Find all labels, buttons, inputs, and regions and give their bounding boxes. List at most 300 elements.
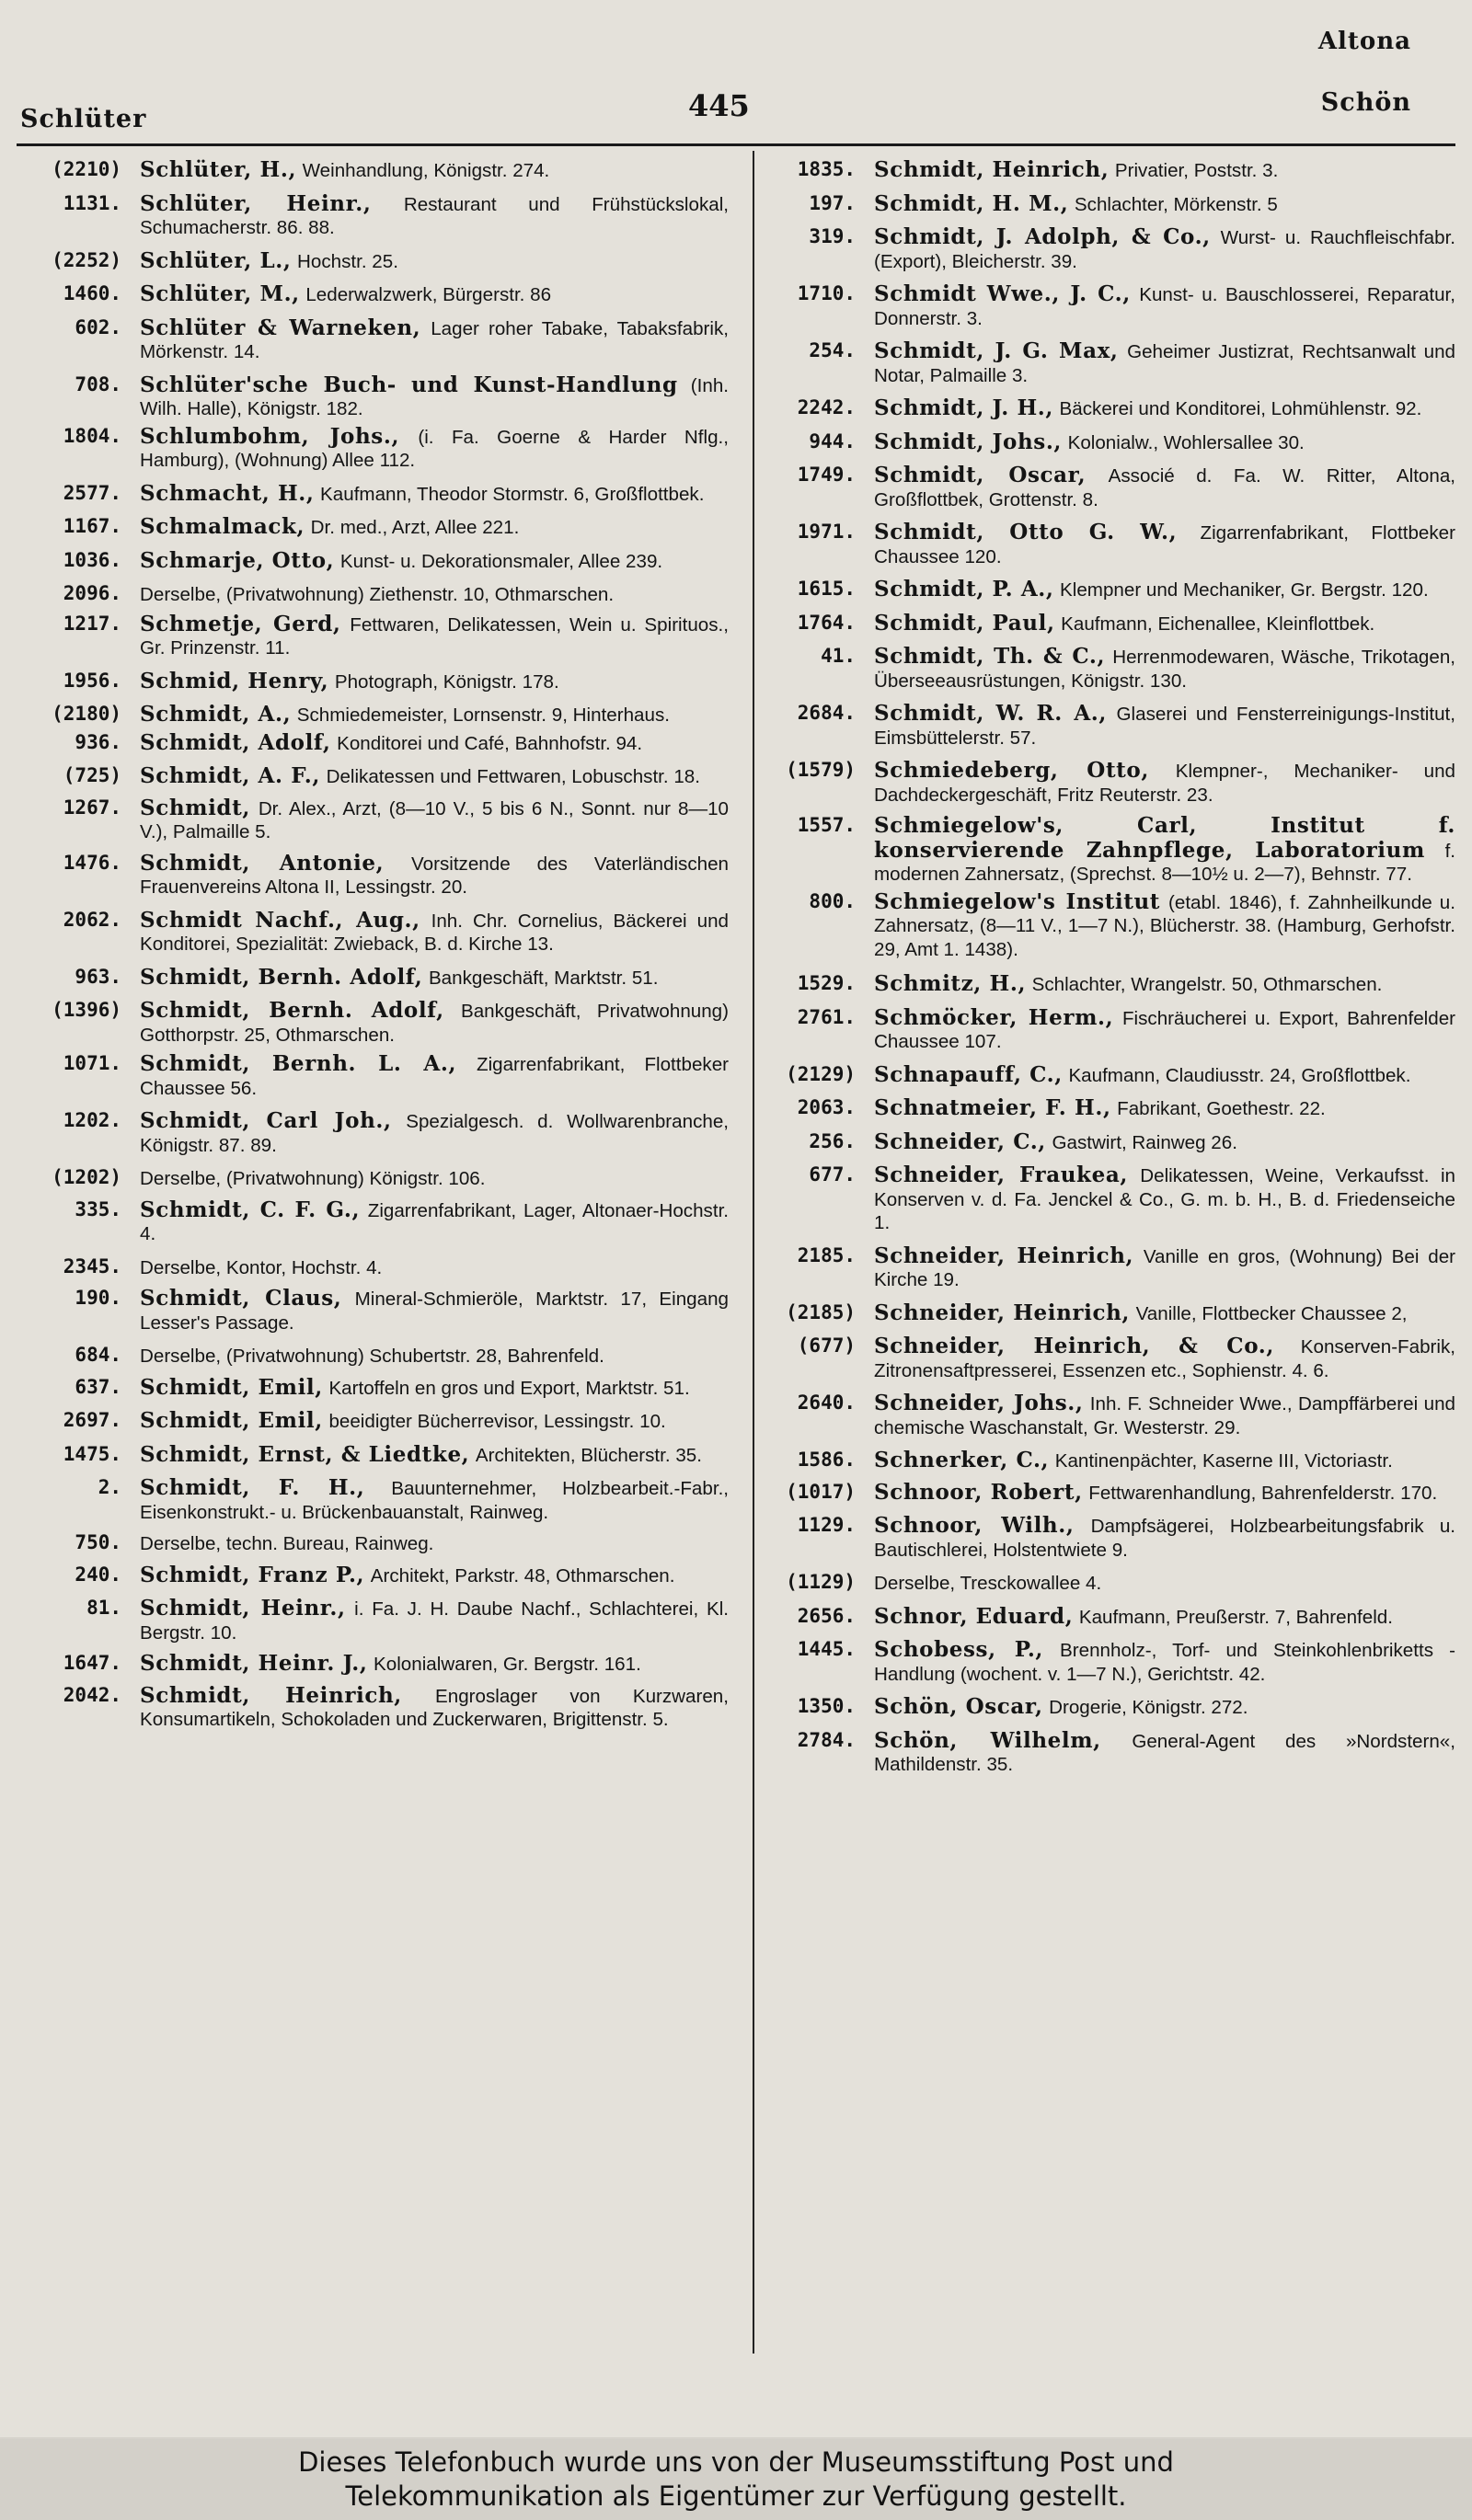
entry-text — [874, 1244, 1455, 1292]
entry-text — [140, 158, 729, 183]
entry-text — [140, 482, 729, 507]
directory-entry — [747, 612, 1455, 636]
subscriber-details: Lederwalzwerk, Bürgerstr. 86 — [305, 284, 552, 305]
directory-entry — [747, 1130, 1455, 1155]
entry-text — [140, 1531, 729, 1556]
phone-number: 1956. — [63, 669, 121, 692]
entry-text — [140, 909, 729, 956]
phone-number: 2697. — [63, 1409, 121, 1431]
directory-entry — [13, 1597, 729, 1644]
subscriber-name: Schmidt, Heinrich, — [874, 157, 1110, 182]
phone-number: 2. — [98, 1476, 121, 1498]
directory-entry — [747, 972, 1455, 997]
directory-entry — [747, 521, 1455, 568]
directory-entry — [13, 373, 729, 421]
subscriber-name: Schmidt, Claus, — [140, 1286, 342, 1311]
directory-entry — [13, 249, 729, 274]
directory-entry — [747, 1244, 1455, 1292]
subscriber-details: Dr. med., Arzt, Allee 221. — [310, 517, 520, 538]
subscriber-name: Schmidt, J. G. Max, — [874, 338, 1119, 363]
left-running-head: Schlüter — [20, 105, 147, 133]
directory-entry — [13, 1652, 729, 1677]
directory-entry — [13, 999, 729, 1047]
directory-entry — [747, 1301, 1455, 1326]
entry-text — [140, 249, 729, 274]
directory-entry — [747, 1163, 1455, 1235]
entry-text — [874, 1301, 1455, 1326]
subscriber-details: Delikatessen, Weine, Verkaufsst. in Konserven v. d. Fa. Jenckel & Co., G. m. b. H., B. d. Friedenseiche 1. — [874, 1165, 1456, 1233]
phone-number: 1615. — [797, 578, 856, 600]
entry-text — [874, 1449, 1455, 1473]
entry-text — [140, 1684, 729, 1732]
entry-text — [874, 890, 1455, 962]
subscriber-details: Zigarrenfabrikant, Flottbeker Chaussee 56. — [140, 1054, 730, 1099]
subscriber-details: Mineral-Schmieröle, Marktstr. 17, Eingang Lesser's Passage. — [140, 1289, 729, 1334]
directory-entry — [13, 1344, 729, 1369]
subscriber-details: Brennholz-, Torf- und Steinkohlenbriketts - Handlung (wochent. v. 1—7 N.), Gerichtstr. 42. — [874, 1640, 1456, 1685]
phone-number: 602. — [75, 315, 121, 338]
phone-number: (2129) — [786, 1062, 856, 1085]
phone-number: (1202) — [52, 1166, 121, 1188]
phone-number: 1476. — [63, 851, 121, 874]
directory-entry — [13, 1684, 729, 1732]
entry-text — [140, 1166, 729, 1191]
directory-entry — [13, 1409, 729, 1434]
entry-text — [874, 1163, 1455, 1235]
phone-number: 2656. — [797, 1604, 856, 1627]
phone-number: 1445. — [797, 1638, 856, 1660]
directory-entry — [747, 814, 1455, 887]
directory-entry — [747, 225, 1455, 273]
phone-number: 256. — [809, 1129, 856, 1152]
directory-entry — [747, 1063, 1455, 1088]
directory-entry — [13, 1109, 729, 1157]
directory-entry — [13, 966, 729, 991]
subscriber-name: Schmidt, — [140, 795, 250, 820]
left-column — [13, 158, 729, 1732]
phone-number: 2345. — [63, 1254, 121, 1277]
subscriber-name: Schmarje, Otto, — [140, 547, 335, 573]
subscriber-details: Kunst- u. Bauschlosserei, Reparatur, Donnerstr. 3. — [874, 284, 1455, 329]
phone-number: 240. — [75, 1563, 121, 1586]
subscriber-details: Fischräucherei u. Export, Bahrenfelder Chaussee 107. — [874, 1007, 1456, 1052]
subscriber-name: Schmidt Wwe., J. C., — [874, 281, 1131, 306]
phone-number: (2210) — [52, 158, 121, 180]
phone-number: (2185) — [786, 1300, 856, 1323]
entry-text — [140, 1652, 729, 1677]
subscriber-name: Schlumbohm, Johs., — [140, 423, 400, 449]
directory-entry — [13, 703, 729, 727]
phone-number: 1529. — [797, 972, 856, 994]
subscriber-details: Inh. F. Schneider Wwe., Dampffärberei und chemische Waschanstalt, Gr. Westerstr. 29. — [874, 1393, 1455, 1438]
subscriber-details: Fettwaren, Delikatessen, Wein u. Spirituos., Gr. Prinzenstr. 11. — [140, 613, 729, 659]
right-column — [747, 158, 1455, 1777]
subscriber-name: Schneider, C., — [874, 1128, 1046, 1154]
subscriber-name: Schobess, P., — [874, 1637, 1044, 1662]
phone-number: (677) — [797, 1334, 856, 1357]
subscriber-details: Vanille, Flottbecker Chaussee 2, — [1135, 1302, 1408, 1324]
subscriber-name: Schnor, Eduard, — [874, 1603, 1074, 1629]
subscriber-details: Dampfsägerei, Holzbearbeitungsfabrik u. Bautischlerei, Holstentwiete 9. — [874, 1516, 1455, 1561]
phone-number: 1129. — [797, 1514, 856, 1536]
entry-text — [140, 515, 729, 540]
phone-number: 800. — [809, 889, 856, 912]
subscriber-details: Gastwirt, Rainweg 26. — [1052, 1131, 1237, 1153]
subscriber-details: Engroslager von Kurzwaren, Konsumartikeln, Schokoladen und Zuckerwaren, Brigittenstr. 5. — [140, 1685, 729, 1730]
entry-text — [874, 1063, 1455, 1088]
subscriber-details: Bankgeschäft, Privatwohnung) Gotthorpstr. 25, Othmarschen. — [140, 1001, 729, 1046]
subscriber-name: Schnoor, Robert, — [874, 1479, 1083, 1505]
phone-number: 335. — [75, 1197, 121, 1220]
subscriber-name: Schmidt, Ernst, & Liedtke, — [140, 1441, 470, 1467]
entry-text — [874, 1096, 1455, 1121]
phone-number: 2096. — [63, 582, 121, 604]
entry-text — [140, 1564, 729, 1588]
directory-entry — [13, 192, 729, 240]
phone-number: 944. — [809, 430, 856, 452]
directory-entry — [13, 1287, 729, 1334]
directory-entry — [13, 158, 729, 183]
subscriber-details: Derselbe, (Privatwohnung) Schubertstr. 28, Bahrenfeld. — [140, 1346, 604, 1367]
entry-text — [874, 158, 1455, 183]
phone-number: 2761. — [797, 1005, 856, 1028]
subscriber-name: Schmidt, Heinr., — [140, 1596, 346, 1621]
directory-entry — [13, 764, 729, 789]
subscriber-name: Schmidt, F. H., — [140, 1475, 365, 1500]
subscriber-name: Schmidt, A. F., — [140, 763, 321, 788]
subscriber-details: Zigarrenfabrikant, Lager, Altonaer-Hochstr. 4. — [140, 1199, 730, 1244]
subscriber-details: Schlachter, Wrangelstr. 50, Othmarschen. — [1031, 974, 1383, 995]
ownership-notice — [0, 2439, 1472, 2520]
directory-entry — [13, 482, 729, 507]
entry-text — [874, 972, 1455, 997]
subscriber-details: Zigarrenfabrikant, Flottbeker Chaussee 120. — [874, 522, 1455, 567]
entry-text — [874, 1605, 1455, 1630]
phone-number: (2252) — [52, 248, 121, 271]
directory-entry — [747, 1392, 1455, 1439]
subscriber-name: Schmidt, Adolf, — [140, 729, 331, 755]
subscriber-name: Schlüter, H., — [140, 157, 297, 182]
entry-text — [874, 1729, 1455, 1777]
phone-number: 2042. — [63, 1683, 121, 1706]
subscriber-details: Derselbe, Kontor, Hochstr. 4. — [140, 1256, 383, 1278]
entry-text — [140, 613, 729, 660]
entry-text — [874, 1638, 1455, 1686]
entry-text — [140, 1255, 729, 1280]
phone-number: 1350. — [797, 1695, 856, 1717]
subscriber-details: Hochstr. 25. — [297, 250, 398, 272]
directory-entry — [747, 192, 1455, 217]
directory-entry — [747, 578, 1455, 602]
subscriber-details: Privatier, Poststr. 3. — [1114, 160, 1279, 181]
phone-number: 1131. — [63, 191, 121, 214]
phone-number: 1217. — [63, 612, 121, 635]
subscriber-details: Dr. Alex., Arzt, (8—10 V., 5 bis 6 N., Sonnt. nur 8—10 V.), Palmaille 5. — [140, 797, 729, 842]
directory-entry — [13, 909, 729, 956]
subscriber-name: Schmiegelow's, Carl, Institut f. konservierende Zahnpflege, Laboratorium — [874, 813, 1455, 863]
entry-text — [874, 430, 1455, 455]
subscriber-details: Delikatessen und Fettwaren, Lobuschstr. 18. — [326, 766, 700, 787]
header-rule — [17, 143, 1455, 146]
subscriber-details: Photograph, Königstr. 178. — [334, 670, 559, 693]
entry-text — [874, 814, 1455, 887]
entry-text — [140, 1597, 729, 1644]
subscriber-name: Schmiedeberg, Otto, — [874, 758, 1149, 783]
entry-text — [140, 425, 729, 473]
directory-entry — [747, 1695, 1455, 1720]
directory-entry — [13, 582, 729, 607]
subscriber-details: (Inh. Wilh. Halle), Königstr. 182. — [140, 374, 729, 419]
entry-text — [874, 612, 1455, 636]
entry-text — [140, 316, 729, 364]
entry-text — [874, 464, 1455, 511]
subscriber-details: General-Agent des »Nordstern«, Mathildenstr. 35. — [874, 1730, 1455, 1775]
phone-number: 2577. — [63, 481, 121, 504]
entry-text — [874, 521, 1455, 568]
subscriber-name: Schmidt, Heinrich, — [140, 1682, 402, 1708]
subscriber-name: Schnatmeier, F. H., — [874, 1095, 1111, 1120]
subscriber-details: Drogerie, Königstr. 272. — [1049, 1697, 1248, 1718]
entry-text — [874, 192, 1455, 217]
phone-number: 1557. — [797, 814, 856, 836]
subscriber-name: Schlüter, Heinr., — [140, 190, 372, 216]
entry-text — [874, 645, 1455, 693]
directory-entry — [13, 1166, 729, 1191]
subscriber-name: Schmidt, Carl Joh., — [140, 1108, 392, 1133]
phone-number: 254. — [809, 339, 856, 361]
phone-number: 1586. — [797, 1449, 856, 1471]
subscriber-name: Schmidt, Heinr. J., — [140, 1651, 368, 1676]
subscriber-details: Weinhandlung, Königstr. 274. — [302, 160, 550, 181]
subscriber-details: Kantinenpächter, Kaserne III, Victoriastr. — [1054, 1450, 1393, 1472]
phone-number: 1167. — [63, 515, 121, 537]
directory-entry — [747, 282, 1455, 330]
subscriber-name: Schlüter, L., — [140, 247, 292, 273]
directory-entry — [13, 1564, 729, 1588]
phone-number: 936. — [75, 730, 121, 753]
subscriber-name: Schön, Wilhelm, — [874, 1727, 1101, 1753]
subscriber-details: Schmiedemeister, Lornsenstr. 9, Hinterhaus. — [296, 704, 670, 726]
entry-text — [140, 1109, 729, 1157]
entry-text — [874, 702, 1455, 750]
subscriber-name: Schmidt Nachf., Aug., — [140, 907, 420, 933]
subscriber-details: Kaufmann, Theodor Stormstr. 6, Großflottbek. — [320, 483, 705, 505]
directory-entry — [747, 1096, 1455, 1121]
notice-line-2: Telekommunikation als Eigentümer zur Verfügung gestellt. — [345, 2480, 1127, 2512]
phone-number: 1036. — [63, 548, 121, 571]
phone-number: 319. — [809, 225, 856, 247]
directory-entry — [13, 515, 729, 540]
directory-entry — [13, 1052, 729, 1100]
directory-entry — [747, 158, 1455, 183]
entry-text — [874, 759, 1455, 807]
subscriber-name: Schneider, Heinrich, & Co., — [874, 1334, 1274, 1358]
subscriber-details: Architekt, Parkstr. 48, Othmarschen. — [370, 1564, 675, 1586]
subscriber-details: Bäckerei und Konditorei, Lohmühlenstr. 92. — [1059, 398, 1422, 419]
subscriber-details: Klempner-, Mechaniker- und Dachdeckergeschäft, Fritz Reuterstr. 23. — [874, 761, 1456, 806]
entry-text — [874, 1481, 1455, 1506]
subscriber-name: Schmidt, P. A., — [874, 577, 1054, 601]
entry-text — [140, 549, 729, 574]
subscriber-details: (i. Fa. Goerne & Harder Nflg., Hamburg), (Wohnung) Allee 112. — [140, 426, 729, 471]
subscriber-name: Schneider, Heinrich, — [874, 1300, 1131, 1325]
subscriber-details: Klempner und Mechaniker, Gr. Bergstr. 120. — [1060, 579, 1429, 601]
subscriber-name: Schneider, Fraukea, — [874, 1163, 1128, 1187]
phone-number: 2640. — [797, 1392, 856, 1414]
entry-text — [874, 225, 1455, 273]
phone-number: (1129) — [786, 1571, 856, 1593]
entry-text — [140, 670, 729, 694]
entry-text — [140, 999, 729, 1047]
subscriber-name: Schmidt, W. R. A., — [874, 701, 1108, 726]
entry-text — [874, 282, 1455, 330]
directory-entry — [747, 890, 1455, 962]
subscriber-name: Schmidt, Th. & C., — [874, 644, 1106, 669]
directory-entry — [13, 796, 729, 844]
subscriber-name: Schmid, Henry, — [140, 668, 329, 693]
subscriber-details: Derselbe, techn. Bureau, Rainweg. — [140, 1533, 434, 1554]
subscriber-name: Schmidt, Johs., — [874, 429, 1063, 454]
phone-number: 1475. — [63, 1442, 121, 1465]
entry-text — [140, 966, 729, 991]
phone-number: 2063. — [797, 1096, 856, 1118]
directory-entry — [747, 1514, 1455, 1562]
subscriber-details: Kolonialw., Wohlersallee 30. — [1067, 431, 1305, 453]
entry-text — [140, 582, 729, 607]
directory-entry — [13, 670, 729, 694]
directory-entry — [747, 1571, 1455, 1596]
phone-number: (1396) — [52, 999, 121, 1021]
subscriber-details: Kartoffeln en gros und Export, Marktstr. 51. — [328, 1377, 690, 1399]
subscriber-name: Schmidt, Oscar, — [874, 463, 1087, 487]
phone-number: 2242. — [797, 396, 856, 418]
phone-number: 963. — [75, 965, 121, 988]
subscriber-name: Schmetje, Gerd, — [140, 611, 341, 636]
directory-entry — [13, 852, 729, 899]
entry-text — [874, 1695, 1455, 1720]
phone-number: 81. — [86, 1597, 121, 1619]
entry-text — [874, 1514, 1455, 1562]
directory-entry — [747, 339, 1455, 387]
subscriber-name: Schmidt, Bernh. Adolf, — [140, 998, 444, 1023]
phone-number: 1202. — [63, 1109, 121, 1131]
entry-text — [140, 1344, 729, 1369]
entry-text — [140, 1198, 729, 1246]
right-running-head: Schön — [1320, 88, 1411, 117]
subscriber-details: Associé d. Fa. W. Ritter, Altona, Großflottbek, Grottenstr. 8. — [874, 465, 1455, 510]
subscriber-name: Schnapauff, C., — [874, 1061, 1063, 1087]
phone-number: (1017) — [786, 1480, 856, 1503]
directory-entry — [13, 1198, 729, 1246]
subscriber-details: Kaufmann, Preußerstr. 7, Bahrenfeld. — [1078, 1606, 1393, 1628]
phone-number: 1804. — [63, 424, 121, 447]
entry-text — [140, 1476, 729, 1524]
directory-entry — [13, 1255, 729, 1280]
subscriber-details: Restaurant und Frühstückslokal, Schumacherstr. 86. 88. — [140, 193, 729, 238]
subscriber-name: Schnoor, Wilh., — [874, 1513, 1075, 1538]
subscriber-details: Schlachter, Mörkenstr. 5 — [1074, 193, 1278, 215]
subscriber-name: Schmitz, H., — [874, 971, 1027, 996]
city-header: Altona — [1317, 28, 1411, 55]
subscriber-name: Schmidt, J. H., — [874, 395, 1053, 420]
subscriber-details: Bauunternehmer, Holzbearbeit.-Fabr., Eisenkonstrukt.- u. Brückenbauanstalt, Rainweg. — [140, 1478, 730, 1523]
entry-text — [874, 339, 1455, 387]
entry-text — [140, 731, 729, 756]
subscriber-details: Wurst- u. Rauchfleischfabr. (Export), Bleicherstr. 39. — [874, 227, 1456, 272]
subscriber-name: Schmacht, H., — [140, 480, 315, 506]
directory-entry — [747, 430, 1455, 455]
directory-entry — [747, 396, 1455, 421]
subscriber-name: Schlüter'sche Buch- und Kunst-Handlung — [140, 372, 678, 397]
subscriber-details: Bankgeschäft, Marktstr. 51. — [428, 967, 659, 989]
phone-number: 1460. — [63, 282, 121, 304]
directory-entry — [747, 1481, 1455, 1506]
subscriber-details: Architekten, Blücherstr. 35. — [475, 1444, 702, 1466]
entry-text — [874, 1006, 1455, 1054]
entry-text — [140, 1376, 729, 1401]
entry-text — [874, 578, 1455, 602]
subscriber-name: Schmidt, Bernh. Adolf, — [140, 964, 423, 990]
directory-entry — [13, 613, 729, 660]
entry-text — [874, 396, 1455, 421]
subscriber-details: Spezialgesch. d. Wollwarenbranche, Königstr. 87. 89. — [140, 1111, 729, 1156]
subscriber-details: Herrenmodewaren, Wäsche, Trikotagen, Überseeausrüstungen, Königstr. 130. — [874, 647, 1455, 692]
subscriber-details: (etabl. 1846), f. Zahnheilkunde u. Zahnersatz, (8—11 V., 1—7 N.), Blücherstr. 38. (Hamburg, Gerhofstr. 29, Amt 1. 1438). — [874, 891, 1455, 960]
phone-number: 197. — [809, 191, 856, 214]
directory-entry — [747, 759, 1455, 807]
subscriber-name: Schmidt, Paul, — [874, 610, 1055, 636]
subscriber-details: Lager roher Tabake, Tabaksfabrik, Mörkenstr. 14. — [140, 317, 730, 362]
phone-number: 1764. — [797, 611, 856, 634]
subscriber-name: Schneider, Johs., — [874, 1391, 1084, 1415]
subscriber-name: Schmidt, Otto G. W., — [874, 520, 1178, 544]
directory-entry — [13, 731, 729, 756]
subscriber-details: Konditorei und Café, Bahnhofstr. 94. — [337, 732, 643, 754]
subscriber-name: Schmiegelow's Institut — [874, 888, 1161, 914]
entry-text — [140, 373, 729, 421]
subscriber-name: Schmidt, Emil, — [140, 1374, 323, 1400]
directory-entry — [747, 702, 1455, 750]
subscriber-details: Inh. Chr. Cornelius, Bäckerei und Konditorei, Spezialität: Zwieback, B. d. Kirche 13. — [140, 910, 730, 955]
subscriber-details: Kaufmann, Eichenallee, Kleinflottbek. — [1061, 613, 1375, 635]
phone-number: (1579) — [786, 759, 856, 781]
directory-entry — [747, 1729, 1455, 1777]
subscriber-details: Vorsitzende des Vaterländischen Frauenvereins Altona II, Lessingstr. 20. — [140, 853, 729, 898]
subscriber-name: Schmidt, H. M., — [874, 190, 1069, 216]
subscriber-name: Schmidt, Emil, — [140, 1408, 323, 1433]
subscriber-details: Derselbe, (Privatwohnung) Königstr. 106. — [140, 1168, 486, 1189]
subscriber-name: Schmidt, A., — [140, 702, 292, 727]
subscriber-details: Vanille en gros, (Wohnung) Bei der Kirche 19. — [874, 1245, 1456, 1290]
subscriber-details: Konserven-Fabrik, Zitronensaftpresserei, Essenzen etc., Sophienstr. 4. 6. — [874, 1336, 1455, 1381]
directory-entry — [747, 464, 1455, 511]
entry-text — [140, 282, 729, 307]
directory-entry — [13, 1531, 729, 1556]
directory-entry — [13, 282, 729, 307]
directory-entry — [747, 1605, 1455, 1630]
directory-entry — [747, 1334, 1455, 1382]
subscriber-name: Schmidt, Bernh. L. A., — [140, 1051, 457, 1076]
phone-number: 1710. — [797, 282, 856, 304]
subscriber-details: Derselbe, (Privatwohnung) Ziethenstr. 10, Othmarschen. — [140, 584, 615, 605]
directory-entry — [747, 1006, 1455, 1054]
page-number: 445 — [688, 88, 750, 123]
phone-number: (725) — [63, 764, 121, 786]
directory-entry — [747, 1449, 1455, 1473]
subscriber-details: Kaufmann, Claudiusstr. 24, Großflottbek. — [1068, 1064, 1411, 1086]
subscriber-details: beeidigter Bücherrevisor, Lessingstr. 10. — [328, 1411, 666, 1432]
directory-entry — [13, 425, 729, 473]
